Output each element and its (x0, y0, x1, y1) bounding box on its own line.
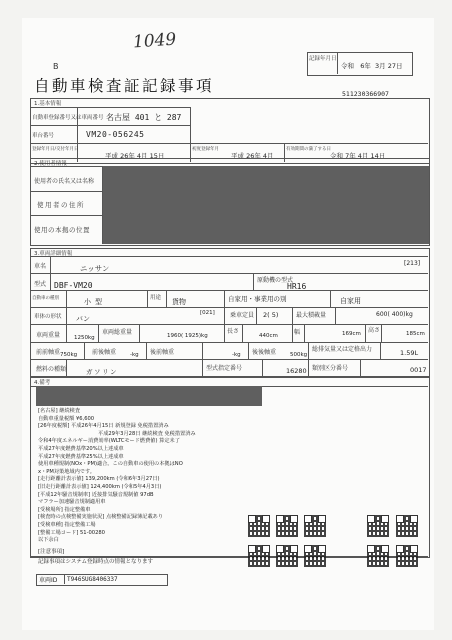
rr-axle-label: 後後軸重 (252, 349, 277, 356)
width-value: 169cm (342, 331, 361, 337)
maker-label: 車名 (34, 263, 47, 270)
engine-value: HR16 (287, 282, 307, 291)
weight-value: 1250kg (74, 335, 95, 341)
remark-line: x・PM対策地域内です。 (38, 468, 95, 475)
notice-title: [注意事項] (38, 549, 65, 555)
remark-line: 使用車種規制(NOx・PM)適合。この自動車の使用の本拠はNO (38, 461, 183, 468)
remark-line: [検査時の点検整備実施状況] 点検整備記録簿記載あり (38, 514, 164, 521)
vehicle-id-value: T946SUG8406337 (67, 576, 118, 583)
user-base-label: 使用の本拠の位置 (34, 226, 90, 234)
category-label: 類別区分番号 (312, 365, 349, 372)
width-label: 幅 (294, 329, 301, 336)
engine-label: 原動機の型式 (257, 277, 294, 284)
length-value: 440cm (259, 333, 278, 339)
fuel-value: ガソリン (86, 368, 118, 376)
first-year-value: 平成 26年 4月 (231, 152, 274, 160)
shape-code: [021] (200, 310, 215, 316)
displacement-value: 1.59L (400, 349, 419, 357)
model-value: DBF-VM20 (54, 281, 93, 290)
document-number: 511230366907 (342, 90, 389, 98)
section3-title: 3.車両詳細情報 (34, 251, 73, 257)
category-value: 0017 (410, 366, 427, 374)
reg-number-label: 自動車登録番号又は車両番号 (32, 115, 104, 121)
kind-value: 小型 (84, 298, 106, 306)
redacted-remarks (36, 386, 262, 406)
qr-code-icon (396, 515, 418, 537)
remark-line: 平成27年度燃費基準25%以上達成車 (38, 453, 124, 460)
remarks-list (38, 408, 278, 545)
remark-line: [整備工場コード] 51-00280 (38, 529, 105, 536)
maker-value: ニッサン (80, 264, 110, 273)
expiry-value: 令和 7年 4月 14日 (330, 152, 386, 160)
type-spec-label: 型式指定番号 (206, 365, 243, 372)
private-label: 自家用・事業用の別 (228, 295, 287, 303)
remark-line: 自動車重量税額 ¥6,600 (38, 415, 95, 422)
use-label: 用途 (150, 295, 162, 301)
first-reg-value: 平成 26年 4月 15日 (105, 152, 165, 160)
height-label: 高さ (368, 327, 381, 334)
remark-line: [旧走行距離計表示値] 124,400km (令和5年4月3日) (38, 483, 162, 490)
first-reg-label: 登録年月日/交付年月日 (32, 147, 79, 152)
rr-axle-value: 500kg (290, 352, 308, 358)
qr-code-icon (396, 545, 418, 567)
ff-axle-label: 前前軸重 (36, 349, 61, 356)
fr-axle-label: 前後軸重 (92, 349, 117, 356)
record-date-label: 記録年月日 (309, 56, 337, 62)
user-name-label: 使用者の氏名又は名称 (34, 178, 95, 185)
handwritten-number: 1049 (132, 29, 177, 53)
first-year-label: 初度登録年月 (192, 147, 219, 152)
rf-axle-label: 後前軸重 (150, 349, 175, 356)
fr-axle-value: -kg (130, 352, 139, 358)
remark-line: マフラー加速騒音規制適用車 (38, 499, 106, 506)
remark-line: [26年度税額] 平成26年4月15日 新規登録 免税措置済み (38, 423, 169, 430)
vehicle-id-label: 車両ID (39, 577, 58, 584)
remark-line: [走行距離計表示値] 139,200km (令和6年3月27日) (38, 476, 160, 483)
qr-code-icon (248, 545, 270, 567)
displacement-label: 総排気量又は定格出力 (312, 346, 373, 353)
height-value: 185cm (406, 331, 425, 337)
qr-code-icon (304, 545, 326, 567)
type-spec-value: 16280 (286, 367, 307, 375)
qr-code-icon (304, 515, 326, 537)
remark-line: [受検車種] 指定整備工場 (38, 521, 96, 528)
private-value: 自家用 (340, 297, 361, 305)
section1-title: 1.基本情報 (34, 101, 62, 107)
record-date-value: 令和 6年 3月 27日 (341, 62, 403, 70)
handwritten-b-mark: B (53, 62, 59, 71)
section2-title: 2.使用者情報 (34, 161, 67, 167)
model-label: 型式 (34, 281, 47, 288)
reg-number-value: 名古屋 401 と 287 (106, 113, 182, 122)
gross-value: 1960( 1925)kg (167, 333, 208, 339)
use-value: 貨物 (172, 298, 186, 306)
remark-line: [平成12年騒音規制車] 近接排気騒音規制値 97dB (38, 491, 154, 498)
qr-code-icon (276, 515, 298, 537)
qr-code-icon (276, 545, 298, 567)
chassis-value: VM20-056245 (86, 130, 145, 139)
shape-label: 車体の形状 (34, 314, 62, 320)
capacity-label: 乗車定員 (230, 312, 255, 319)
document-title: 自動車検査証記録事項 (34, 77, 215, 95)
notice-text: 記録事項はシステム登録時点の情報となります (38, 559, 153, 565)
capacity-value: 2( 5) (263, 311, 279, 319)
max-load-value: 600( 400)kg (376, 311, 413, 318)
remark-line: 令和4年度エネルギー消費効率(WLTCモード燃費値) 算定未了 (38, 438, 180, 445)
max-load-label: 最大積載量 (296, 312, 327, 319)
section4-title: 4.備考 (34, 380, 51, 386)
remark-line: [名古屋] 継続検査 (38, 408, 81, 414)
kind-label: 自動車の種別 (32, 296, 59, 301)
remark-line: 平成29年3月28日 継続検査 免税措置済み (98, 430, 196, 437)
remark-line: 以下余白 (38, 537, 59, 544)
weight-label: 車両重量 (36, 332, 61, 339)
fuel-label: 燃料の種類 (36, 366, 67, 373)
qr-code-icon (248, 515, 270, 537)
remark-line: [受検場所] 指定整備車 (38, 506, 91, 513)
shape-value: バン (76, 315, 90, 323)
rf-axle-value: -kg (232, 352, 241, 358)
expiry-label: 有効期間の満了する日 (286, 147, 331, 152)
qr-code-icon (367, 515, 389, 537)
redacted-user-info (103, 166, 429, 244)
gross-label: 車両総重量 (102, 329, 133, 336)
remark-line: 平成27年度燃費基準20%以上達成車 (38, 445, 124, 452)
user-address-label: 使用者の住所 (37, 201, 85, 209)
maker-code: [213] (404, 260, 421, 267)
ff-axle-value: 750kg (60, 352, 78, 358)
chassis-label: 車台番号 (32, 133, 55, 139)
length-label: 長さ (227, 328, 240, 335)
qr-code-icon (367, 545, 389, 567)
